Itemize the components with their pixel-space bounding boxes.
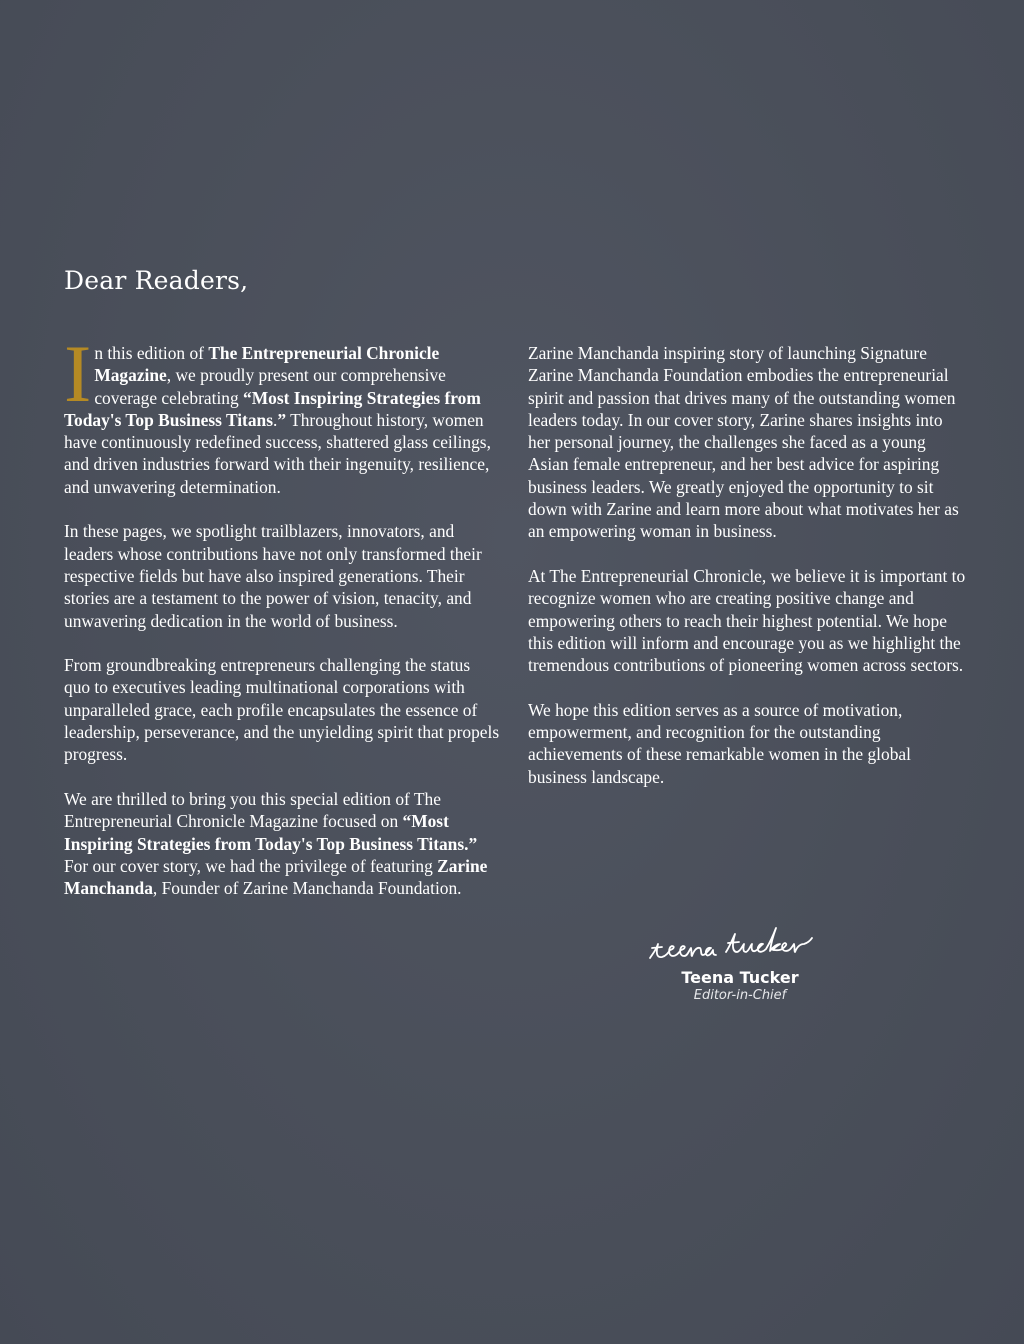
left-column bbox=[64, 328, 500, 922]
magazine-name: The Entrepreneurial Chronicle Magazine bbox=[94, 343, 440, 386]
signature-block bbox=[620, 914, 860, 1003]
intro-text-2: , we proudly present our comprehensive coverage celebrating bbox=[94, 365, 446, 408]
edition-title: “Most Inspiring Strategies from Today's Top Business Titans bbox=[64, 387, 481, 430]
cover-text-2: For our cover story, we had the privilege of featuring bbox=[64, 855, 438, 876]
intro-text-3: Throughout history, women have continuously redefined success, shattered glass ceilings, and driven industries forward with their ingenuity, resilience, and unwavering determination. bbox=[64, 409, 491, 497]
signature-name: Teena Tucker bbox=[681, 968, 799, 987]
right-column bbox=[528, 342, 968, 810]
intro-closing-quote: ” bbox=[277, 409, 287, 430]
intro-period: . bbox=[272, 409, 278, 430]
paragraph-closing: We hope this edition serves as a source of motivation, empowerment, and recognition for the outstanding achievements of these remarkable women in the global business landscape. bbox=[528, 699, 911, 787]
paragraph-intro bbox=[64, 328, 500, 498]
signature-title: Editor-in-Chief bbox=[693, 988, 787, 1003]
paragraph-profiles: From groundbreaking entrepreneurs challenging the status quo to executives leading multinational corporations with unparalleled grace, each profile encapsulates the essence of leadership, perseverance, and the unyielding spirit that propels progress. bbox=[64, 655, 500, 765]
paragraph-spotlight: In these pages, we spotlight trailblazers, innovators, and leaders whose contributions have not only transformed their respective fields but have also inspired generations. Their stories are a testament to the power of vision, tenacity, and unwavering dedication in the world of business. bbox=[64, 521, 482, 631]
paragraph-zarine-story: Zarine Manchanda inspiring story of launching Signature Zarine Manchanda Foundation embodies the entrepreneurial spirit and passion that drives many of the outstanding women leaders today. In our cover story, Zarine shares insights into her personal journey, the challenges she faced as a young Asian female entrepreneur, and her best advice for aspiring business leaders. We greatly enjoyed the opportunity to sit down with Zarine and learn more about what motivates her as an empowering woman in business. bbox=[528, 343, 959, 542]
featured-person: Zarine Manchanda bbox=[64, 855, 488, 899]
paragraph-cover-story bbox=[64, 788, 500, 899]
cover-text-1: We are thrilled to bring you this special edition of The Entrepreneurial Chronicle Magazine focused on bbox=[64, 788, 441, 832]
intro-text-1: n this edition of bbox=[94, 343, 209, 363]
paragraph-belief: At The Entrepreneurial Chronicle, we believe it is important to recognize women who are creating positive change and empowering others to reach their highest potential. We hope this edition will inform and encourage you as we highlight the tremendous contributions of pioneering women across sectors. bbox=[528, 565, 966, 676]
drop-cap: I bbox=[64, 328, 92, 419]
cover-edition-title: “Most Inspiring Strategies from Today's Top Business Titans.” bbox=[64, 811, 478, 854]
handwritten-signature bbox=[642, 914, 842, 966]
cover-text-3: , Founder of Zarine Manchanda Foundation. bbox=[152, 878, 462, 899]
greeting-heading: Dear Readers, bbox=[64, 266, 249, 295]
